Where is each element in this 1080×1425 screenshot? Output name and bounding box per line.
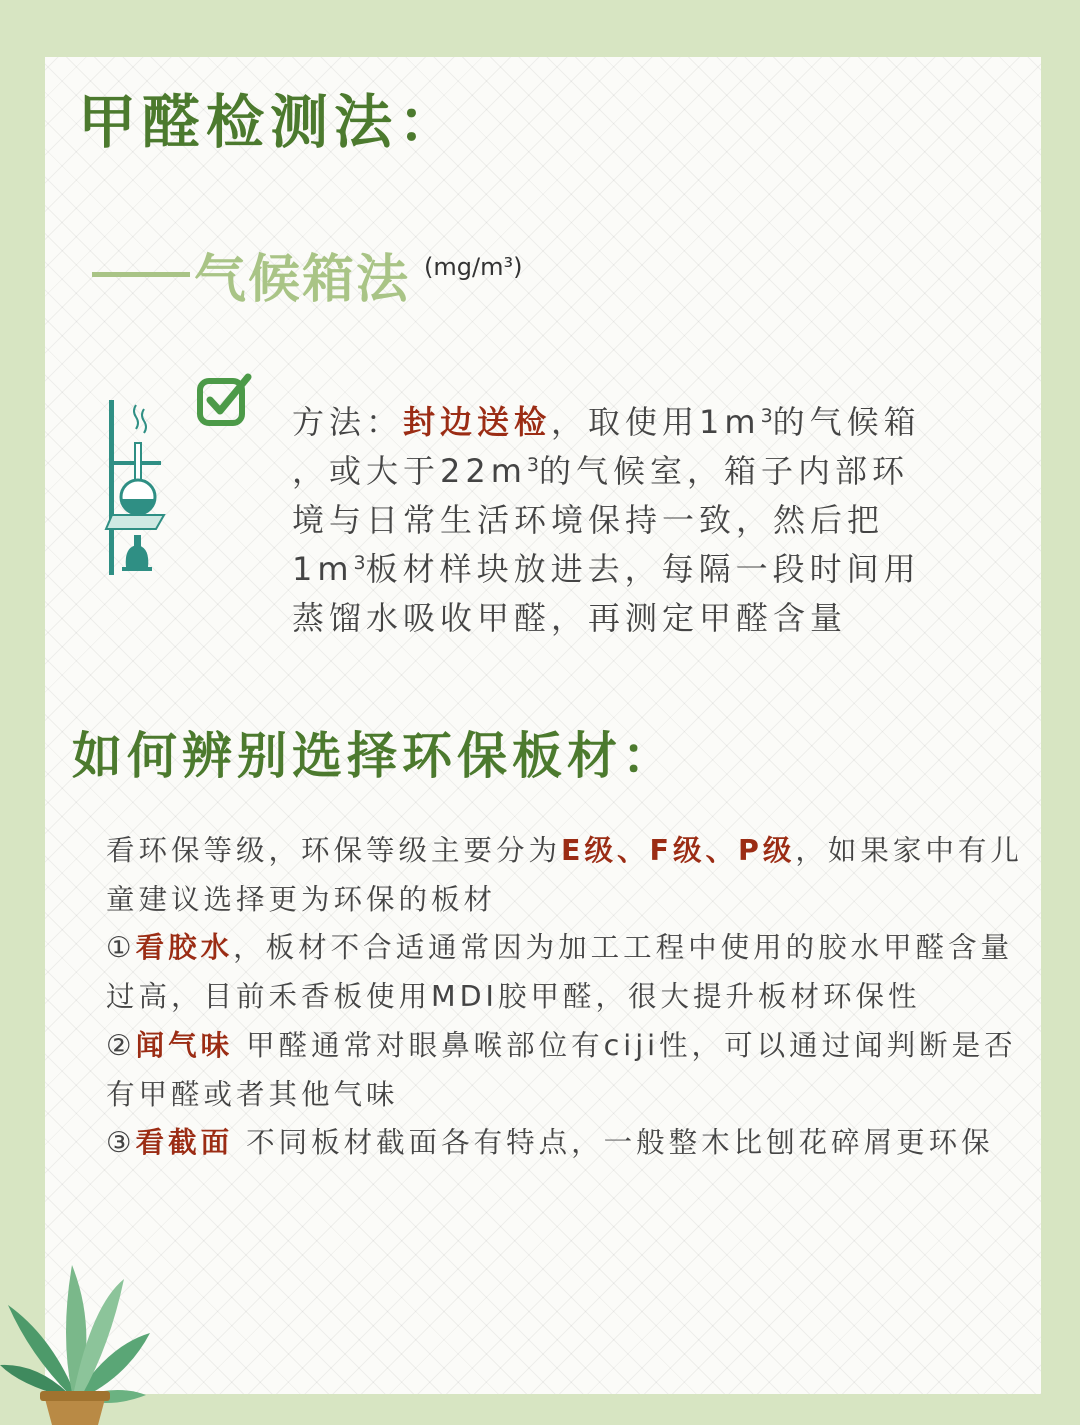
tip-smell [106,1022,1031,1119]
tip-text: 看环保等级，环保等级主要分为 [106,834,562,867]
tip-grade [106,827,1031,924]
tip-highlight: 看胶水 [135,931,234,965]
tip-highlight: E级、F级、P级 [561,834,796,867]
superscript: 3 [760,405,773,427]
method-text: ，取使用1m [551,403,761,441]
tip-number: ③ [106,1126,136,1160]
tip-section [106,1119,1031,1168]
method-text: 的气候箱 [772,403,921,441]
method-text: ，或大于22m [292,452,527,490]
superscript: 3 [353,552,366,574]
method-label: 方法： [292,403,404,441]
tip-highlight: 闻气味 [135,1028,234,1062]
section-title-formaldehyde-test: 甲醛检测法： [78,88,463,156]
method-text: 境与日常生活环境保持一致，然后把 [292,501,885,539]
tip-text: 不同板材截面各有特点，一般整木比刨花碎屑更环保 [233,1126,994,1160]
subtitle-dash [92,272,190,277]
method-text: 1m [292,550,354,588]
method-paragraph [292,398,972,643]
method-text: 板材样块放进去，每隔一段时间用 [365,550,921,588]
section-title-choose-board: 如何辨别选择环保板材： [72,727,677,785]
method-text: 蒸馏水吸收甲醛，再测定甲醛含量 [292,599,848,637]
checkbox-icon [195,372,253,428]
tip-text: ，板材不合适通常因为加工工程中使用的胶水甲醛含量过高，目前禾香板使用MDI胶甲醛，很大提升板材环保性 [106,931,1014,1014]
subtitle-climate-chamber [92,238,522,310]
tip-number: ② [106,1028,136,1062]
tip-glue [106,924,1031,1021]
superscript: 3 [526,454,539,476]
tip-text: 甲醛通常对眼鼻喉部位有ciji性，可以通过闻判断是否有甲醛或者其他气味 [106,1028,1017,1111]
subtitle-unit: (mg/m³) [424,253,523,281]
subtitle-text: 气候箱法 [194,249,411,310]
board-tips-text [106,827,1031,1168]
potted-plant-icon [0,1245,160,1425]
tip-highlight: 看截面 [135,1126,234,1160]
tip-text: ，如果家中有儿童建议选择更为环保的板材 [106,834,1023,916]
lab-apparatus-icon [100,395,170,580]
method-text: 的气候室，箱子内部环 [539,452,910,490]
method-highlight: 封边送检 [403,403,552,441]
tip-number: ① [106,931,136,965]
